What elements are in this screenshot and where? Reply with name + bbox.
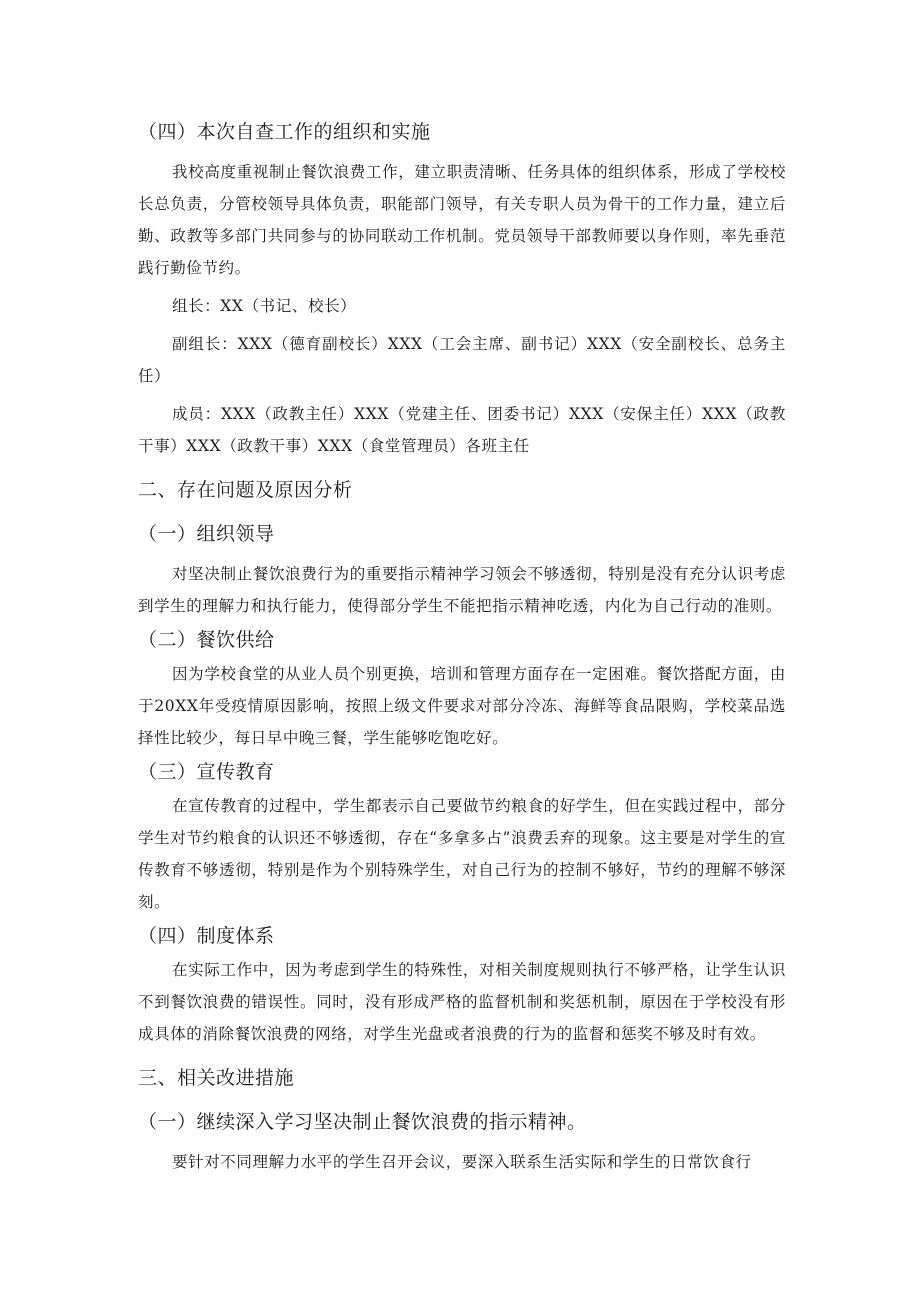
heading-section-two: 二、存在问题及原因分析	[138, 479, 353, 501]
paragraph-catering-supply: 因为学校食堂的从业人员个别更换，培训和管理方面存在一定困难。餐饮搭配方面，由于20XX年受疫情原因影响，按照上级文件要求对部分冷冻、海鲜等食品限购，学校菜品选择性比较少，每日早中晚三餐，学生能够吃饱吃好。	[138, 665, 786, 747]
heading-section-three: 三、相关改进措施	[138, 1067, 295, 1089]
heading-section-4: （四）本次自查工作的组织和实施	[138, 121, 431, 143]
heading-system: （四）制度体系	[138, 925, 275, 947]
paragraph-members: 成员：XXX（政教主任）XXX（党建主任、团委书记）XXX（安保主任）XXX（政教干事）XXX（政教干事）XXX（食堂管理员）各班主任	[138, 405, 786, 455]
paragraph-leader: 组长：XX（书记、校长）	[172, 297, 357, 315]
heading-publicity-education: （三）宣传教育	[138, 761, 275, 783]
paragraph-organization: 我校高度重视制止餐饮浪费工作，建立职责清晰、任务具体的组织体系，形成了学校校长总负责，分管校领导具体负责，职能部门领导，有关专职人员为骨干的工作力量，建立后勤、政教等多部门共同参与的协同联动工作机制。党员领导干部教师要以身作则，率先垂范践行勤俭节约。	[138, 163, 786, 277]
document-page	[138, 118, 786, 1178]
paragraph-deputy-leaders: 副组长：XXX（德育副校长）XXX（工会主席、副书记）XXX（安全副校长、总务主任）	[138, 335, 786, 385]
paragraph-system: 在实际工作中，因为考虑到学生的特殊性，对相关制度规则执行不够严格，让学生认识不到餐饮浪费的错误性。同时，没有形成严格的监督机制和奖惩机制，原因在于学校没有形成具体的消除餐饮浪费的网络，对学生光盘或者浪费的行为的监督和惩奖不够及时有效。	[138, 961, 786, 1043]
heading-continue-study: （一）继续深入学习坚决制止餐饮浪费的指示精神。	[138, 1111, 587, 1133]
paragraph-continue-study: 要针对不同理解力水平的学生召开会议，要深入联系生活实际和学生的日常饮食行	[172, 1153, 752, 1171]
heading-organization-leadership: （一）组织领导	[138, 523, 275, 545]
paragraph-publicity-education: 在宣传教育的过程中，学生都表示自己要做节约粮食的好学生，但在实践过程中，部分学生对节约粮食的认识还不够透彻，存在“多拿多占”浪费丢弃的现象。这主要是对学生的宣传教育不够透彻，特别是作为个别特殊学生，对自己行为的控制不够好，节约的理解不够深刻。	[138, 797, 786, 911]
heading-catering-supply: （二）餐饮供给	[138, 629, 275, 651]
paragraph-organization-leadership: 对坚决制止餐饮浪费行为的重要指示精神学习领会不够透彻，特别是没有充分认识考虑到学生的理解力和执行能力，使得部分学生不能把指示精神吃透，内化为自己行动的准则。	[138, 565, 786, 615]
